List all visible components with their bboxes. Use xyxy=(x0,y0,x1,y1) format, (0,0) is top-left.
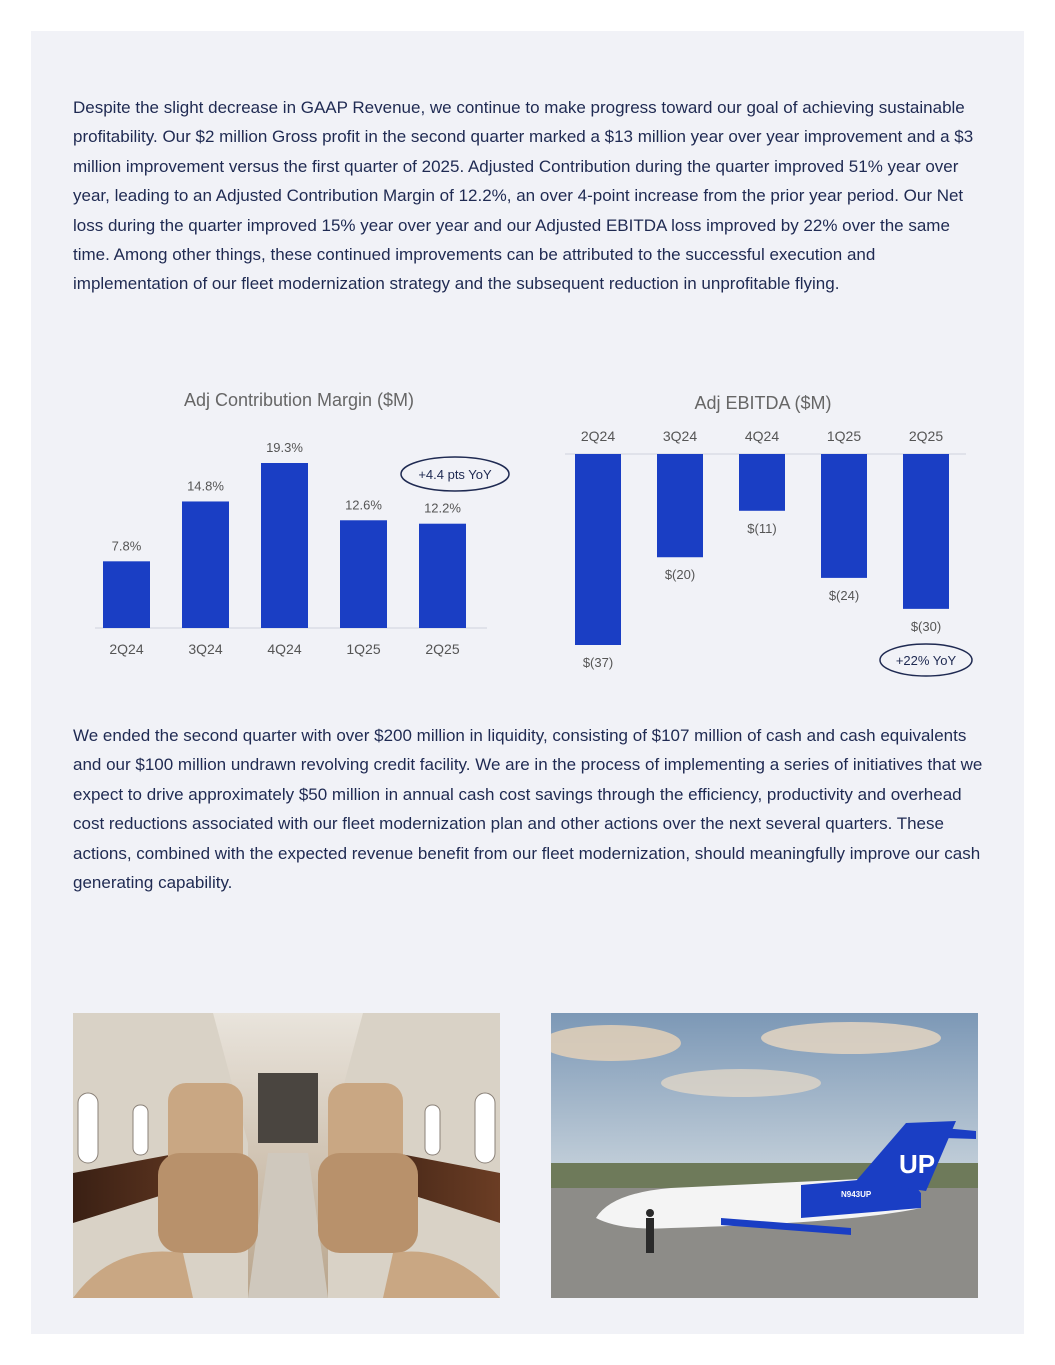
chart-title: Adj EBITDA ($M) xyxy=(694,393,832,413)
tick-label-2Q24: 2Q24 xyxy=(580,428,616,444)
annotation-text: +22% YoY xyxy=(895,653,957,668)
paragraph-liquidity: We ended the second quarter with over $200 million in liquidity, consisting of $107 million of cash and cash equivalents and our $100 million undrawn revolving credit facility. We are in the process of implementing a series of initiatives that we expect to drive approximately $50 million in annual cash cost savings through the efficiency, productivity and overhead cost reductions associated with our fleet modernization plan and other actions over the next several quarters. These actions, combined with the expected revenue benefit from our fleet modernization, should meaningfully improve our cash generating capability. xyxy=(73,726,983,893)
bar-2Q25 xyxy=(903,454,949,609)
bar-2Q24 xyxy=(575,454,621,645)
bar-2Q25 xyxy=(419,524,466,628)
tick-label-2Q24: 2Q24 xyxy=(109,641,144,657)
paragraph-profitability: Despite the slight decrease in GAAP Revenue, we continue to make progress toward our goal of achieving sustainable profitability. Our $2 million Gross profit in the second quarter marked a $13 million year over year improvement and a $3 million improvement versus the first quarter of 2025. Adjusted Contribution during the quarter improved 51% year over year, leading to an Adjusted Contribution Margin of 12.2%, an over 4-point increase from the prior year period. Our Net loss during the quarter improved 15% year over year and our Adjusted EBITDA loss improved by 22% over the same time. Among other things, these continued improvements can be attributed to the successful execution and implementation of our fleet modernization strategy and the subsequent reduction in unprofitable flying. xyxy=(73,98,974,294)
data-label-1Q25: $(24) xyxy=(828,587,860,603)
bar-1Q25 xyxy=(821,454,867,578)
adj-ebitda-chart xyxy=(541,386,1001,686)
data-label-4Q24: $(11) xyxy=(747,520,777,536)
bar-3Q24 xyxy=(182,501,229,628)
annotation-text: +4.4 pts YoY xyxy=(418,467,492,482)
tick-label-3Q24: 3Q24 xyxy=(662,428,698,444)
tick-label-1Q25: 1Q25 xyxy=(826,428,862,444)
registration-text: N943UP xyxy=(841,1190,872,1199)
tick-label-1Q25: 1Q25 xyxy=(346,641,381,657)
data-label-1Q25: 12.6% xyxy=(345,497,382,513)
data-label-2Q25: 12.2% xyxy=(424,500,461,516)
tick-label-2Q25: 2Q25 xyxy=(908,428,944,444)
tick-label-4Q24: 4Q24 xyxy=(267,641,302,657)
tick-label-3Q24: 3Q24 xyxy=(188,641,223,657)
data-label-3Q24: 14.8% xyxy=(187,478,224,494)
chart-title: Adj Contribution Margin ($M) xyxy=(183,390,415,410)
bar-4Q24 xyxy=(739,454,785,511)
data-label-2Q24: $(37) xyxy=(582,655,614,670)
jet-exterior-photo xyxy=(551,1013,978,1298)
jet-cabin-photo xyxy=(73,1013,500,1298)
adj-contribution-margin-chart xyxy=(73,381,503,671)
data-label-4Q24: 19.3% xyxy=(266,440,303,455)
tick-label-2Q25: 2Q25 xyxy=(425,641,460,657)
report-page xyxy=(31,31,1024,1334)
bar-1Q25 xyxy=(340,520,387,628)
data-label-3Q24: $(20) xyxy=(664,567,696,583)
data-label-2Q25: $(30) xyxy=(910,618,942,634)
tick-label-4Q24: 4Q24 xyxy=(744,428,780,444)
data-label-2Q24: 7.8% xyxy=(111,538,142,554)
tail-logo-text: UP xyxy=(899,1149,936,1179)
bar-4Q24 xyxy=(261,463,308,628)
bar-3Q24 xyxy=(657,454,703,557)
bar-2Q24 xyxy=(103,561,150,628)
